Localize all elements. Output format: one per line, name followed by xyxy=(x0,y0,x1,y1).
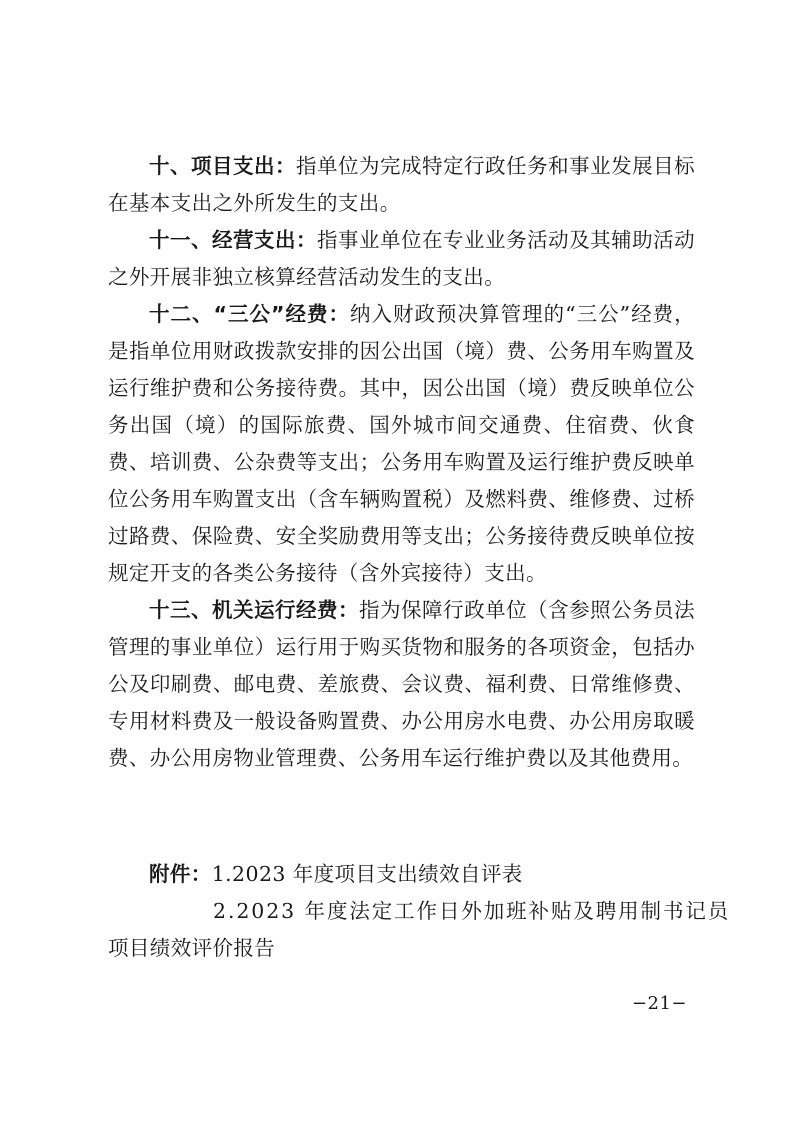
section-11 xyxy=(108,222,695,296)
attachment-1-text: 1.2023 年度项目支出绩效自评表 xyxy=(211,862,523,886)
attachment-2-text-continued: 项目绩效评价报告 xyxy=(108,936,276,960)
section-12 xyxy=(108,296,695,592)
section-body: 纳入财政预决算管理的“三公”经费，是指单位用财政拨款安排的因公出国（境）费、公务用车购置及运行维护费和公务接待费。其中，因公出国（境）费反映单位公务出国（境）的国际旅费、国外城市间交通费、住宿费、伙食费、培训费、公杂费等支出；公务用车购置及运行维护费反映单位公务用车购置支出（含车辆购置税）及燃料费、维修费、过桥过路费、保险费、安全奖励费用等支出；公务接待费反映单位按规定开支的各类公务接待（含外宾接待）支出。 xyxy=(108,302,695,585)
section-heading: 十三、机关运行经费： xyxy=(149,598,360,622)
section-13 xyxy=(108,592,695,777)
body-text xyxy=(108,148,695,777)
section-10 xyxy=(108,148,695,222)
attachment-item-2-continued xyxy=(108,930,695,967)
section-body: 指为保障行政单位（含参照公务员法管理的事业单位）运行用于购买货物和服务的各项资金，包括办公及印刷费、邮电费、差旅费、会议费、福利费、日常维修费、专用材料费及一般设备购置费、办公用房水电费、办公用房取暖费、办公用房物业管理费、公务用车运行维护费以及其他费用。 xyxy=(108,598,696,770)
attachment-item-1 xyxy=(108,856,695,893)
section-body: 指事业单位在专业业务活动及其辅助活动之外开展非独立核算经营活动发生的支出。 xyxy=(108,228,695,289)
attachment-2-text: 2.2023 年度法定工作日外加班补贴及聘用制书记员 xyxy=(213,899,731,923)
section-heading: 十二、“三公”经费： xyxy=(149,302,351,326)
attachment-item-2 xyxy=(108,893,731,930)
section-heading: 十、项目支出： xyxy=(149,154,297,178)
section-body: 指单位为完成特定行政任务和事业发展目标在基本支出之外所发生的支出。 xyxy=(108,154,695,215)
page-number: −21− xyxy=(631,993,687,1014)
section-heading: 十一、经营支出： xyxy=(149,228,318,252)
attachments xyxy=(108,856,731,967)
attachments-label: 附件： xyxy=(149,862,212,886)
